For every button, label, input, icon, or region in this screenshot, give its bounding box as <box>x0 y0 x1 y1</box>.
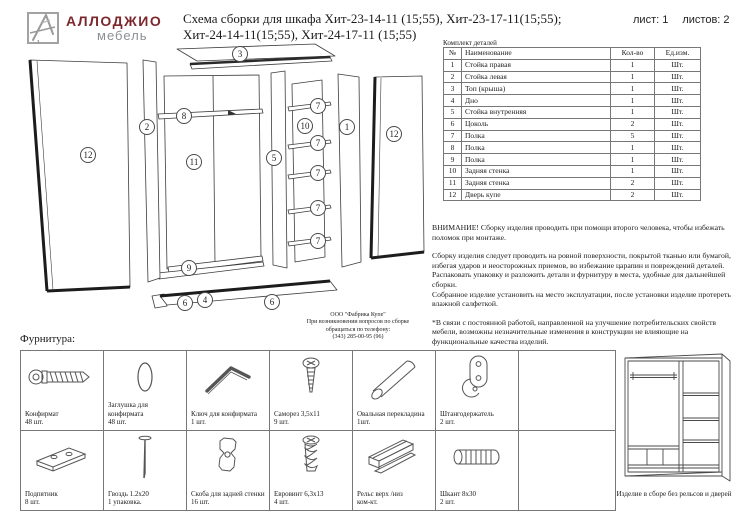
hardware-cell-oval-rod <box>353 351 435 430</box>
manufacturer-note-2: обращаться по телефону: <box>325 326 391 333</box>
hardware-cell-confirmat <box>21 351 103 430</box>
col-header-name: Наименование <box>462 48 611 60</box>
parts-table-cell: Дно <box>462 95 611 107</box>
parts-table-cell: Цоколь <box>462 118 611 130</box>
hardware-label: Скоба для задней стенки 16 шт. <box>191 489 265 507</box>
parts-table-cell: Шт. <box>655 130 701 142</box>
parts-table-cell: Стойка правая <box>462 59 611 71</box>
parts-table-cell: 4 <box>444 95 462 107</box>
parts-table-cell: Топ (крыша) <box>462 83 611 95</box>
hardware-cell-foot-pad <box>21 431 103 510</box>
parts-table-cell: 1 <box>611 154 655 166</box>
sheets-total: листов: 2 <box>682 14 730 26</box>
diagram-callout-11: 11 <box>186 154 202 170</box>
parts-table-cell: Шт. <box>655 95 701 107</box>
sheet-info <box>633 14 744 26</box>
parts-table-cell: 8 <box>444 142 462 154</box>
parts-table-row <box>444 83 701 95</box>
hardware-label: Конфирмат 48 шт. <box>25 409 59 427</box>
dowel-icon <box>436 433 518 481</box>
diagram-callout-3: 3 <box>232 46 248 62</box>
parts-table-cell: 2 <box>611 118 655 130</box>
hardware-label: Заглушка для конфирмата 48 шт. <box>108 401 148 427</box>
parts-table-row <box>444 165 701 177</box>
screw-icon <box>270 353 352 401</box>
diagram-callout-2: 2 <box>139 119 155 135</box>
hardware-cell-empty <box>519 431 615 510</box>
parts-table-cell: Шт. <box>655 71 701 83</box>
diagram-callout-4: 4 <box>197 292 213 308</box>
confirmat-screw-icon <box>21 353 103 401</box>
diagram-callout-9: 9 <box>181 260 197 276</box>
nail-icon <box>104 433 186 481</box>
hardware-label: Штангодержатель 2 шт. <box>440 409 494 427</box>
parts-table-cell: 1 <box>611 142 655 154</box>
parts-table-cell: Шт. <box>655 154 701 166</box>
oval-rod-icon <box>353 353 435 401</box>
hardware-cell-rod-holder <box>436 351 518 430</box>
parts-table-cell: Задняя стенка <box>462 165 611 177</box>
euro-screw-icon <box>270 433 352 481</box>
diagram-callout-7: 7 <box>310 233 326 249</box>
parts-list-caption: Комплект деталей <box>443 39 497 47</box>
title-line-1: Схема сборки для шкафа Хит-23-14-11 (15;55), Хит-23-17-11(15;55); <box>183 11 562 26</box>
note-unpack: Распаковать упаковку и разложить детали и фурнитуру в места, удобные для дальнейшей сборки. <box>432 270 726 289</box>
parts-table-row <box>444 154 701 166</box>
hardware-cell-hex-key <box>187 351 269 430</box>
hardware-section-title: Фурнитура: <box>20 333 76 345</box>
parts-table-cell: 2 <box>611 177 655 189</box>
parts-table-row <box>444 59 701 71</box>
parts-table-cell: Задняя стенка <box>462 177 611 189</box>
col-header-qty: Кол-во <box>611 48 655 60</box>
parts-table-cell: 11 <box>444 177 462 189</box>
parts-table-cell: 1 <box>444 59 462 71</box>
parts-table-cell: 3 <box>444 83 462 95</box>
hardware-cell-cap <box>104 351 186 430</box>
hardware-label: Рельс верх /низ ком-кт. <box>357 489 403 507</box>
parts-table-cell: 1 <box>611 59 655 71</box>
diagram-callout-1: 1 <box>339 119 355 135</box>
parts-table-cell: Шт. <box>655 165 701 177</box>
parts-table-cell: 1 <box>611 106 655 118</box>
parts-table-cell: Шт. <box>655 189 701 201</box>
parts-table-row <box>444 130 701 142</box>
manufacturer-note: При возникновении вопросов по сборке <box>306 319 410 326</box>
parts-table-cell: 6 <box>444 118 462 130</box>
diagram-callout-6: 6 <box>264 294 280 310</box>
hardware-table <box>20 350 616 511</box>
parts-table-cell: 2 <box>444 71 462 83</box>
bracket-icon <box>187 433 269 481</box>
brand-subtitle: мебель <box>97 28 148 43</box>
document-title <box>183 11 583 42</box>
hardware-label: Саморез 3,5х11 9 шт. <box>274 409 320 427</box>
diagram-callout-7: 7 <box>310 165 326 181</box>
parts-table-cell: 5 <box>444 106 462 118</box>
hardware-label: Евровинт 6,3х13 4 шт. <box>274 489 324 507</box>
note-surface: Сборку изделия следует проводить на ровной поверхности, покрытой тканью или бумагой, избегая ударов и неосторожных приемов, во избежание царапин и повреждений деталей. <box>432 251 731 270</box>
diagram-callout-12: 12 <box>80 147 96 163</box>
diagram-callout-6: 6 <box>177 295 193 311</box>
hardware-label: Ключ для конфирмата 1 шт. <box>191 409 257 427</box>
hardware-label: Гвоздь 1.2х20 1 упаковка. <box>108 489 149 507</box>
brand-name: АЛЛОДЖИО <box>66 13 163 29</box>
parts-table-cell: 1 <box>611 165 655 177</box>
parts-table-cell: Шт. <box>655 177 701 189</box>
assembled-view-caption: Изделие в сборе без рельсов и дверей <box>616 490 732 498</box>
parts-table-cell: Полка <box>462 154 611 166</box>
rail-icon <box>353 433 435 481</box>
parts-table-cell: Шт. <box>655 106 701 118</box>
hardware-cell-bracket <box>187 431 269 510</box>
hardware-cell-screw <box>270 351 352 430</box>
hardware-label: Овальная перекладина 1шт. <box>357 409 425 427</box>
col-header-unit: Ед.изм. <box>655 48 701 60</box>
parts-table-row <box>444 106 701 118</box>
manufacturer-name: ООО "Фабрика Купе" <box>330 312 386 318</box>
manufacturer-phone: (343) 285-00-95 (96) <box>332 334 384 341</box>
parts-table-cell: 7 <box>444 130 462 142</box>
parts-table-cell: Дверь купе <box>462 189 611 201</box>
parts-table-row <box>444 189 701 201</box>
parts-table-row <box>444 118 701 130</box>
rod-holder-icon <box>436 353 518 401</box>
hardware-label: Подпятник 8 шт. <box>25 489 58 507</box>
parts-table-row <box>444 177 701 189</box>
parts-table-cell: Полка <box>462 130 611 142</box>
parts-table-cell: 12 <box>444 189 462 201</box>
assembly-notes <box>432 223 742 347</box>
hardware-cell-euro-screw <box>270 431 352 510</box>
assembled-wardrobe-drawing <box>615 350 748 488</box>
sheet-number: лист: 1 <box>633 14 669 26</box>
note-disclaimer: *В связи с постоянной работой, направленной на улучшение потребительских свойств мебели, возможны незначительные изменения в конструкции не влияющие на функциональные качества изделий. <box>432 317 717 346</box>
col-header-number: № <box>444 48 462 60</box>
parts-table-cell: Стойка внутренняя <box>462 106 611 118</box>
parts-table-cell: Шт. <box>655 142 701 154</box>
diagram-callout-10: 10 <box>297 118 313 134</box>
parts-table-row <box>444 71 701 83</box>
diagram-callout-7: 7 <box>310 200 326 216</box>
parts-table-cell: Стойка левая <box>462 71 611 83</box>
parts-table-cell: 2 <box>611 189 655 201</box>
diagram-callout-12: 12 <box>386 126 402 142</box>
parts-table-header-row <box>444 48 701 60</box>
title-line-2: Хит-24-14-11(15;55), Хит-24-17-11 (15;55) <box>183 26 417 42</box>
hardware-label: Шкант 8х30 2 шт. <box>440 489 477 507</box>
parts-table-cell: 1 <box>611 83 655 95</box>
diagram-callout-7: 7 <box>310 135 326 151</box>
manufacturer-info <box>283 312 433 342</box>
parts-table-cell: Полка <box>462 142 611 154</box>
diagram-callout-8: 8 <box>176 108 192 124</box>
parts-table-cell: Шт. <box>655 118 701 130</box>
parts-table-cell: 10 <box>444 165 462 177</box>
parts-table-cell: 1 <box>611 71 655 83</box>
hardware-cell-dowel <box>436 431 518 510</box>
parts-table <box>443 47 701 201</box>
foot-pad-icon <box>21 433 103 481</box>
warning-text: ВНИМАНИЕ! Сборку изделия проводить при помощи второго человека, чтобы избежать поломок при монтаже. <box>432 223 725 242</box>
hardware-cell-rail <box>353 431 435 510</box>
hardware-cell-empty <box>519 351 615 430</box>
diagram-callout-5: 5 <box>266 150 282 166</box>
parts-table-cell: Шт. <box>655 59 701 71</box>
diagram-callout-7: 7 <box>310 98 326 114</box>
parts-table-cell: 1 <box>611 95 655 107</box>
parts-table-cell: Шт. <box>655 83 701 95</box>
hex-key-icon <box>187 353 269 401</box>
parts-table-row <box>444 142 701 154</box>
note-place: Собранное изделие установить на место эксплуатации, после установки изделие протереть влажной салфеткой. <box>432 289 731 309</box>
parts-table-cell: 9 <box>444 154 462 166</box>
exploded-diagram <box>10 40 445 330</box>
parts-table-cell: 5 <box>611 130 655 142</box>
parts-table-row <box>444 95 701 107</box>
hardware-cell-nail <box>104 431 186 510</box>
cap-icon <box>104 353 186 401</box>
